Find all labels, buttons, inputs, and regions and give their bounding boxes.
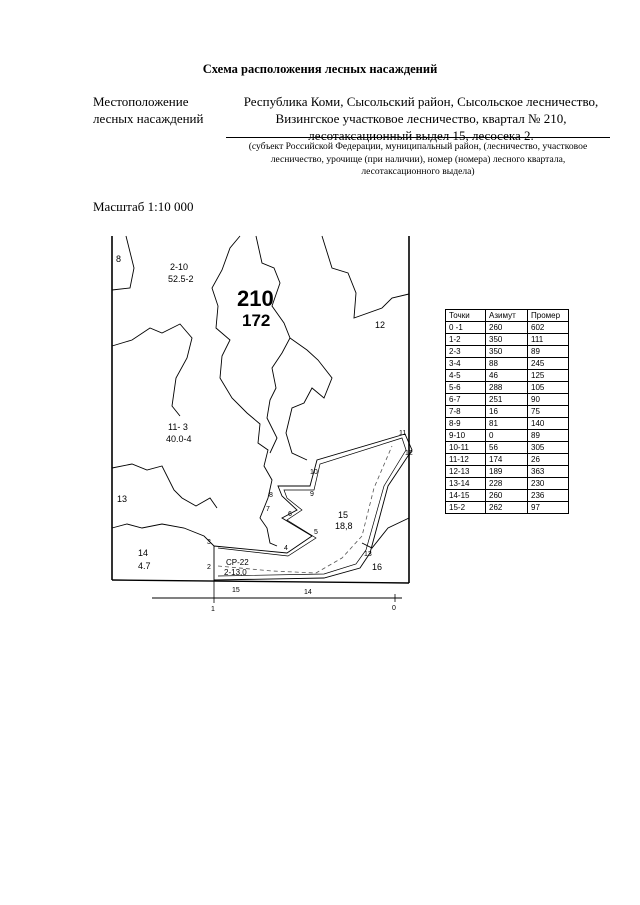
cell-points: 11-12: [446, 454, 486, 466]
plot-16-label: 16: [372, 562, 383, 572]
cell-azimuth: 228: [486, 478, 528, 490]
location-line2: Визингское участковое лесничество, квартал № 210,: [275, 111, 567, 126]
cell-measure: 111: [528, 334, 569, 346]
location-line1: Республика Коми, Сысольский район, Сысольское лесничество,: [243, 94, 599, 109]
point-13-label: 13: [364, 551, 372, 558]
plot-11-3-label: 11- 3: [168, 422, 188, 432]
cell-measure: 89: [528, 430, 569, 442]
point-3-label: 3: [207, 539, 211, 546]
point-5-label: 5: [314, 529, 318, 536]
cell-measure: 236: [528, 490, 569, 502]
cell-azimuth: 260: [486, 322, 528, 334]
point-11-label: 11: [399, 430, 407, 437]
cell-points: 0 -1: [446, 322, 486, 334]
table-row: [446, 358, 569, 370]
cell-measure: 105: [528, 382, 569, 394]
cell-points: 9-10: [446, 430, 486, 442]
table-header-row: [446, 310, 569, 322]
cell-azimuth: 262: [486, 502, 528, 514]
cell-azimuth: 174: [486, 454, 528, 466]
boundary-plot-13: [112, 464, 217, 508]
point-4-label: 4: [284, 545, 288, 552]
plot-11-3-sub: 40.0-4: [166, 434, 192, 444]
axis-label-0: 0: [392, 605, 396, 612]
location-label-line2: лесных насаждений: [93, 111, 204, 126]
cell-points: 5-6: [446, 382, 486, 394]
plot-2-10-sub: 52.5-2: [168, 274, 194, 284]
location-note-line3: лесотаксационного выдела): [361, 166, 475, 177]
cell-points: 3-4: [446, 358, 486, 370]
cell-measure: 97: [528, 502, 569, 514]
cell-measure: 363: [528, 466, 569, 478]
header-points: Точки: [446, 310, 486, 322]
location-note-line1: (субъект Российской Федерации, муниципальный район, (лесничество, участковое: [248, 141, 588, 152]
table-row: [446, 466, 569, 478]
boundary-plot-16: [362, 518, 409, 548]
table-row: [446, 322, 569, 334]
table-row: [446, 430, 569, 442]
plot-cr22-sub: 2-13,0: [224, 568, 247, 577]
cell-azimuth: 350: [486, 346, 528, 358]
location-label: [93, 93, 233, 127]
table-row: [446, 418, 569, 430]
cell-points: 6-7: [446, 394, 486, 406]
cell-points: 12-13: [446, 466, 486, 478]
cell-measure: 140: [528, 418, 569, 430]
plot-cr22-label: СР-22: [226, 558, 249, 567]
table-row: [446, 382, 569, 394]
cell-measure: 26: [528, 454, 569, 466]
location-note-line2: лесничество, урочище (при наличии), номер (номера) лесного квартала,: [270, 153, 566, 165]
point-10-label: 10: [310, 469, 318, 476]
plot-15-label: 15: [338, 510, 349, 520]
cell-measure: 89: [528, 346, 569, 358]
table-row: [446, 346, 569, 358]
cell-measure: 90: [528, 394, 569, 406]
cell-azimuth: 260: [486, 490, 528, 502]
cell-measure: 305: [528, 442, 569, 454]
cell-azimuth: 189: [486, 466, 528, 478]
table-row: [446, 394, 569, 406]
point-8-label: 8: [269, 492, 273, 499]
scale-label: Масштаб 1:10 000: [93, 199, 194, 214]
table-row: [446, 442, 569, 454]
cell-azimuth: 350: [486, 334, 528, 346]
point-12-label: 12: [405, 450, 413, 457]
point-7-label: 7: [266, 506, 270, 513]
location-note: [226, 141, 610, 179]
point-2-label: 2: [207, 564, 211, 571]
plot-14-label: 14: [138, 548, 149, 558]
cell-points: 15-2: [446, 502, 486, 514]
plot-8-label: 8: [116, 254, 122, 264]
cell-measure: 602: [528, 322, 569, 334]
cell-measure: 230: [528, 478, 569, 490]
table-row: [446, 478, 569, 490]
boundary-plot-12: [256, 236, 290, 453]
cell-azimuth: 16: [486, 406, 528, 418]
header-azimuth: Азимут: [486, 310, 528, 322]
point-9-label: 9: [310, 491, 314, 498]
cell-points: 10-11: [446, 442, 486, 454]
boundary-top-left-division: [112, 324, 192, 416]
point-1-label: 1: [211, 606, 215, 613]
cell-measure: 125: [528, 370, 569, 382]
cell-points: 2-3: [446, 346, 486, 358]
point-14-label: 14: [304, 589, 312, 596]
cell-points: 7-8: [446, 406, 486, 418]
map-frame-bottom: [112, 580, 409, 583]
cell-azimuth: 88: [486, 358, 528, 370]
table-row: [446, 454, 569, 466]
header-measure: Промер: [528, 310, 569, 322]
boundary-right-upper: [322, 236, 409, 318]
cell-points: 14-15: [446, 490, 486, 502]
quarter-number: 210: [237, 286, 274, 311]
cell-azimuth: 81: [486, 418, 528, 430]
cell-points: 4-5: [446, 370, 486, 382]
cell-azimuth: 288: [486, 382, 528, 394]
cell-azimuth: 56: [486, 442, 528, 454]
table-row: [446, 334, 569, 346]
cell-azimuth: 46: [486, 370, 528, 382]
cell-azimuth: 0: [486, 430, 528, 442]
location-underline: [226, 137, 610, 138]
plot-13-label: 13: [117, 494, 128, 504]
plot-12-label: 12: [375, 320, 386, 330]
point-6-label: 6: [288, 511, 292, 518]
boundary-quarter-210: [212, 236, 277, 546]
quarter-area: 172: [242, 311, 271, 330]
cell-points: 13-14: [446, 478, 486, 490]
plot-14-sub: 4.7: [138, 561, 151, 571]
boundary-plot-14: [112, 524, 214, 546]
cell-points: 1-2: [446, 334, 486, 346]
point-15-label: 15: [232, 587, 240, 594]
cell-measure: 75: [528, 406, 569, 418]
cell-measure: 245: [528, 358, 569, 370]
azimuth-table: [445, 309, 569, 514]
table-row: [446, 502, 569, 514]
table-row: [446, 370, 569, 382]
table-row: [446, 406, 569, 418]
cell-points: 8-9: [446, 418, 486, 430]
plot-2-10-label: 2-10: [170, 262, 189, 272]
table-row: [446, 490, 569, 502]
cutting-area-inner: [218, 438, 406, 576]
document-title: Схема расположения лесных насаждений: [202, 62, 438, 76]
location-label-line1: Местоположение: [93, 94, 189, 109]
cell-azimuth: 251: [486, 394, 528, 406]
azimuth-table-body: [446, 322, 569, 514]
location-line3: лесотаксационный выдел 15, лесосека 2.: [308, 128, 534, 143]
plot-15-sub: 18,8: [335, 521, 353, 531]
boundary-inner-curves: [286, 338, 332, 460]
